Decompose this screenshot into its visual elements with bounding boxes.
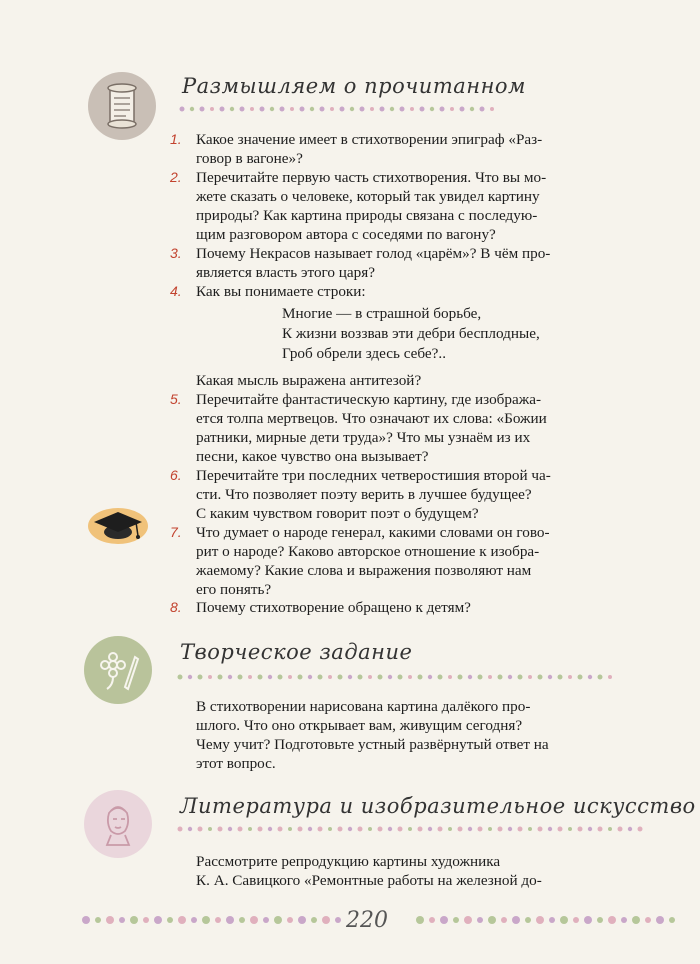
- dotted-divider: [176, 824, 646, 834]
- question-text: Почему стихотворение обращено к детям?: [196, 599, 471, 616]
- question-number: 8.: [170, 599, 182, 615]
- section-title-reflect: Размышляем о прочитанном: [182, 74, 526, 98]
- question-item: [170, 523, 670, 599]
- question-number: 3.: [170, 245, 182, 261]
- poem-quote: Многие — в страшной борьбе, К жизни воззвав эти дебри бесплодные, Гроб обрели здесь себе?..: [282, 305, 540, 362]
- dotted-divider: [176, 672, 616, 682]
- art-task-text: Рассмотрите репродукцию картины художника К. А. Савицкого «Ремонтные работы на железной до-: [196, 853, 542, 889]
- follow-up-question: Какая мысль выражена антитезой?: [196, 372, 422, 389]
- flower-pen-icon: [84, 636, 152, 704]
- question-text: Перечитайте фантастическую картину, где изобража- ется толпа мертвецов. Что означают их слова: «Божии ратники, мирные дети труда»? Что мы узнаём из их песни, какое чувство она вызывает?: [196, 391, 547, 465]
- question-text: Какое значение имеет в стихотворении эпиграф «Раз- говор в вагоне»?: [196, 131, 543, 167]
- question-text: Что думает о народе генерал, какими словами он гово- рит о народе? Каково авторское отношение к изобра- жаемому? Какие слова и выражения позволяют нам его понять?: [196, 524, 550, 598]
- dotted-divider: [178, 104, 498, 114]
- section-title-creative: Творческое задание: [180, 640, 413, 664]
- page-number: 220: [346, 908, 388, 933]
- question-item: [170, 244, 670, 282]
- question-item: [170, 390, 670, 466]
- section-title-art: Литература и изобразительное искусство: [180, 794, 696, 818]
- statue-head-icon: [84, 790, 152, 858]
- graduation-cap-icon: [86, 500, 150, 546]
- question-text: Как вы понимаете строки:: [196, 283, 366, 300]
- question-text: Почему Некрасов называет голод «царём»? В чём про- является власть этого царя?: [196, 245, 551, 281]
- question-number: 6.: [170, 467, 182, 483]
- question-number: 2.: [170, 169, 182, 185]
- question-item: [170, 466, 670, 523]
- question-text: Перечитайте три последних четверостишия второй ча- сти. Что позволяет поэту верить в лучшее будущее? С каким чувством говорит поэт о будущем?: [196, 467, 551, 522]
- question-item: [170, 282, 670, 301]
- scroll-icon: [88, 72, 156, 140]
- question-number: 5.: [170, 391, 182, 407]
- question-item: [170, 168, 670, 244]
- question-number: 1.: [170, 131, 182, 147]
- question-item: [170, 598, 670, 617]
- question-text: Перечитайте первую часть стихотворения. Что вы мо- жете сказать о человеке, который так увидел картину природы? Как картина природы связана с последую- щим разговором автора с соседями по вагону?: [196, 169, 547, 243]
- creative-task-text: В стихотворении нарисована картина далёкого про- шлого. Что оно открывает вам, живущим сегодня? Чему учит? Подготовьте устный развёрнутый ответ на этот вопрос.: [196, 698, 549, 772]
- question-item: [170, 130, 670, 168]
- question-number: 7.: [170, 524, 182, 540]
- question-number: 4.: [170, 283, 182, 299]
